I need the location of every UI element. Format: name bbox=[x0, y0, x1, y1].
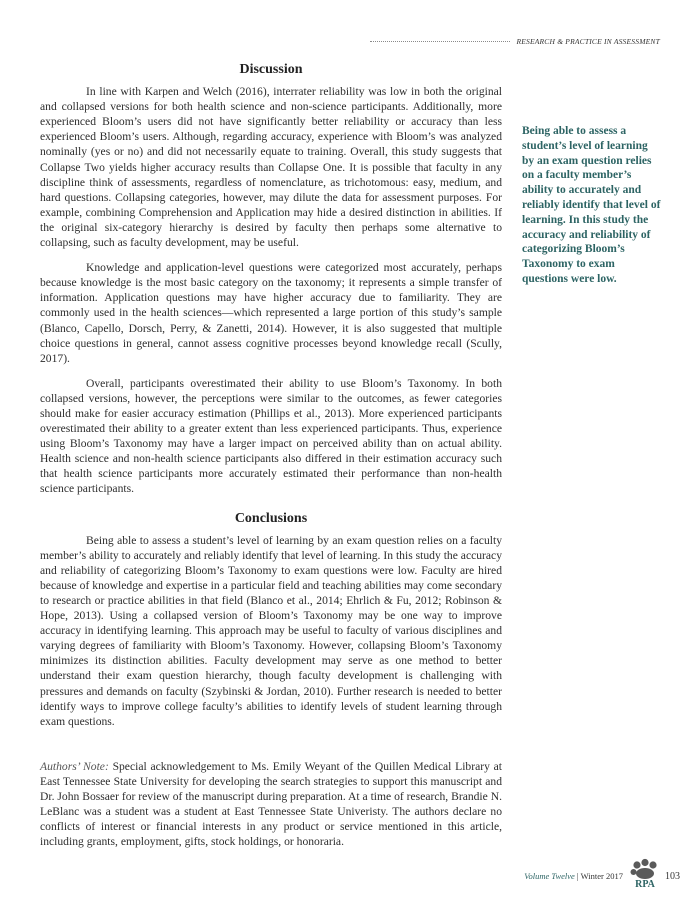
header-dotted-rule bbox=[370, 41, 510, 42]
logo-text: RPA bbox=[635, 879, 655, 890]
authors-note bbox=[40, 759, 502, 850]
conclusions-heading: Conclusions bbox=[234, 510, 308, 526]
discussion-paragraph-3: Overall, participants overestimated their ability to use Bloom’s Taxonomy. In both collapsed versions, however, the perceptions were similar to the outcomes, as fewer categories should make for easier accuracy estimation (Phillips et al., 2013). More experienced participants overestimated their ability to a greater extent than less experienced participants. Thus, experience using Bloom’s Taxonomy may have a larger impact on perceived ability than on actual ability. Health science and non-health science participants also differed in their estimation accuracy such that health science participants more accurately estimated their performance than non-health science participants. bbox=[40, 376, 502, 496]
issue-label: Winter 2017 bbox=[580, 871, 623, 881]
discussion-paragraph-2: Knowledge and application-level questions were categorized most accurately, perhaps because knowledge is the most basic category on the taxonomy; it represents a simple transfer of information. Application questions may have higher accuracy due to familiarity. They are commonly used in the health sciences—which represented a large portion of this study’s sample (Blanco, Capello, Dorsch, Perry, & Zanetti, 2014). However, it is also suggested that multiple choice questions in general, cannot assess cognitive processes beyond knowledge recall (Scully, 2017). bbox=[40, 261, 502, 365]
page-number: 103 bbox=[665, 870, 680, 882]
volume-separator: | bbox=[574, 871, 581, 881]
discussion-heading: Discussion bbox=[239, 62, 303, 77]
discussion-paragraph-1: In line with Karpen and Welch (2016), interrater reliability was low in both the original and collapsed versions for both health science and non-science participants. Additionally, more experienced Bloom’s users did not have significantly better reliability or accuracy than less experienced Bloom’s users. Although, regarding accuracy, experience with Bloom’s was analyzed nominally (yes or no) and did not necessarily equate to training. Overall, this study suggests that Collapse Two yields higher accuracy results than Collapse One. It is possible that faculty in any discipline think of assessments, regardless of nomenclature, as trichotomous: easy, medium, and hard questions. Collapsing categories, however, may dilute the data for assessment purposes. For example, combining Comprehension and Application may hide a desired distinction in abilities. If the original six-category hierarchy is desired by faculty then perhaps some alternative to collapsing, such as faculty development, may be useful. bbox=[40, 85, 502, 250]
rpa-paw-logo-icon bbox=[629, 858, 661, 890]
volume-label: Volume Twelve bbox=[524, 871, 575, 881]
running-header bbox=[370, 35, 660, 47]
article-body bbox=[40, 62, 502, 859]
page-footer bbox=[505, 857, 680, 891]
journal-running-title: RESEARCH & PRACTICE IN ASSESSMENT bbox=[516, 36, 660, 46]
volume-info bbox=[524, 871, 623, 881]
authors-note-text: Special acknowledgement to Ms. Emily Weyant of the Quillen Medical Library at East Tennessee State University for developing the search strategies to support this manuscript and Dr. John Bossaer for review of the manuscript during preparation. At a time of research, Brandie N. LeBlanc was a student was a student at East Tennessee State Univeristy. The authors declare no conflicts of interest or financial interests in any product or service mentioned in this article, including grants, employment, gifts, stock holdings, or honoraria. bbox=[40, 759, 503, 849]
authors-note-label: Authors’ Note: bbox=[40, 759, 109, 773]
pull-quote: Being able to assess a student’s level of learning by an exam question relies on a faculty member’s ability to accurately and reliably identify that level of learning. In this study the accuracy and reliability of categorizing Bloom’s Taxonomy to exam questions were low. bbox=[522, 125, 661, 285]
conclusions-paragraph: Being able to assess a student’s level of learning by an exam question relies on a faculty member’s ability to accurately and reliably identify that level of learning. In this study the accuracy and reliability of categorizing Bloom’s Taxonomy to exam questions were low. Faculty are hired because of knowledge and expertise in a particular field and teaching abilities may come secondary to research or practice abilities in that field (Blanco et al., 2014; Ehrlich & Fu, 2012; Robinson & Hope, 2013). Using a collapsed version of Bloom’s Taxonomy may be one way to improve accuracy in identifying learning. This approach may be useful to faculty of various disciplines and varying degrees of familiarity with Bloom’s Taxonomy. However, collapsing Bloom’s Taxonomy minimizes its distinction abilities. Faculty development may serve as one method to better understand their exam question hierarchy, though faculty development is challenging with pressures and demands on faculty (Szybinski & Jordan, 2010). Further research is needed to better identify ways to improve college faculty’s abilities to identify levels of student learning through exam questions. bbox=[40, 533, 502, 728]
